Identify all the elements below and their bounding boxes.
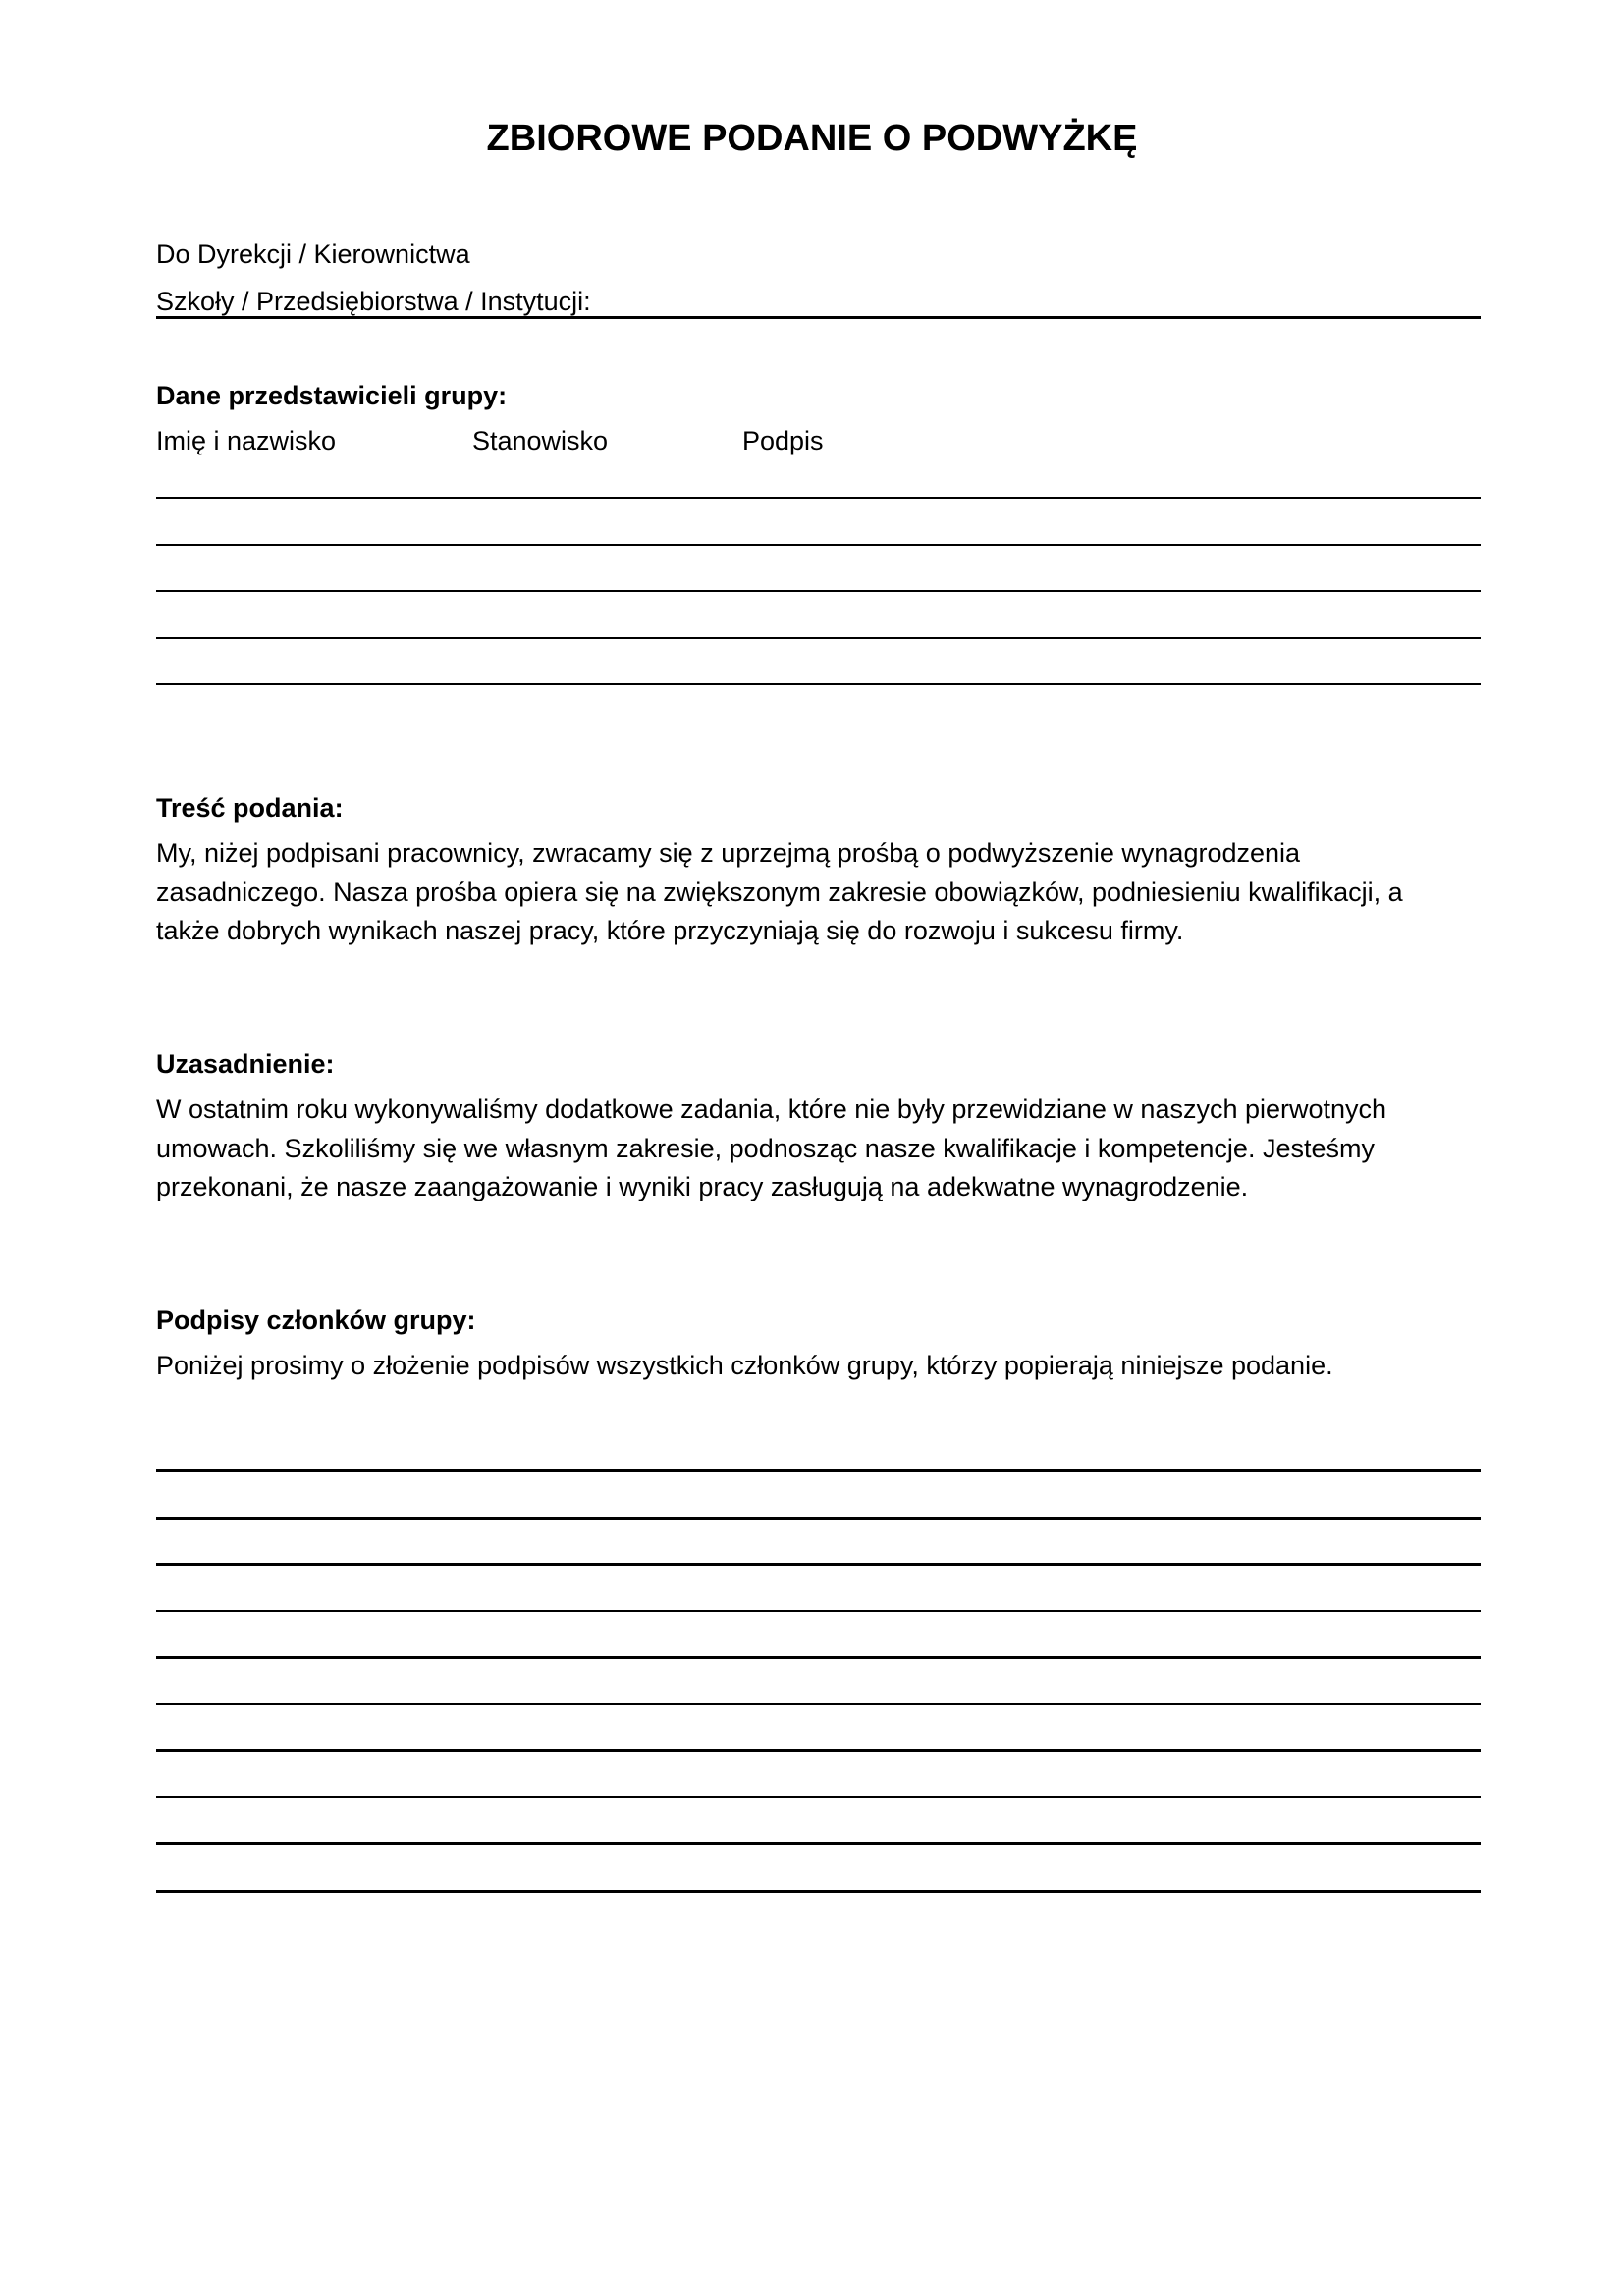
justification-line: przekonani, że nasze zaangażowanie i wyniki pracy zasługują na adekwatne wynagrodzenie. — [156, 1172, 1249, 1201]
signature-line[interactable] — [156, 1656, 1481, 1659]
representative-line[interactable] — [156, 637, 1481, 639]
signature-line[interactable] — [156, 1890, 1481, 1893]
signature-line[interactable] — [156, 1517, 1481, 1520]
address-line-1: Do Dyrekcji / Kierownictwa — [156, 240, 470, 269]
signature-line[interactable] — [156, 1749, 1481, 1752]
representative-line[interactable] — [156, 497, 1481, 499]
column-signature-label: Podpis — [742, 426, 824, 455]
justification-heading: Uzasadnienie: — [156, 1049, 335, 1079]
representative-line[interactable] — [156, 544, 1481, 546]
address-line-2: Szkoły / Przedsiębiorstwa / Instytucji: — [156, 287, 591, 316]
signature-line[interactable] — [156, 1796, 1481, 1798]
content-heading: Treść podania: — [156, 793, 344, 823]
content-line: zasadniczego. Nasza prośba opiera się na zwiększonym zakresie obowiązków, podniesieniu kwalifikacji, a — [156, 877, 1403, 907]
signature-line[interactable] — [156, 1563, 1481, 1566]
content-paragraph — [156, 834, 1482, 951]
justification-line: umowach. Szkoliliśmy się we własnym zakresie, podnosząc nasze kwalifikacje i kompetencje. Jesteśmy — [156, 1133, 1375, 1163]
signature-line[interactable] — [156, 1610, 1481, 1612]
signatures-heading: Podpisy członków grupy: — [156, 1306, 476, 1335]
document-title: ZBIOROWE PODANIE O PODWYŻKĘ — [486, 118, 1138, 159]
representative-line[interactable] — [156, 590, 1481, 592]
signature-line[interactable] — [156, 1469, 1481, 1472]
signature-line[interactable] — [156, 1842, 1481, 1845]
column-position-label: Stanowisko — [472, 426, 609, 455]
signatures-instruction: Poniżej prosimy o złożenie podpisów wszystkich członków grupy, którzy popierają niniejsze podanie. — [156, 1351, 1333, 1380]
column-name-label: Imię i nazwisko — [156, 426, 337, 455]
signature-line[interactable] — [156, 1703, 1481, 1705]
representative-line[interactable] — [156, 683, 1481, 685]
institution-fill-line[interactable] — [156, 316, 1481, 319]
representatives-heading: Dane przedstawicieli grupy: — [156, 381, 508, 410]
justification-line: W ostatnim roku wykonywaliśmy dodatkowe zadania, które nie były przewidziane w naszych pierwotnych — [156, 1095, 1387, 1124]
content-line: także dobrych wynikach naszej pracy, które przyczyniają się do rozwoju i sukcesu firmy. — [156, 916, 1184, 945]
justification-paragraph — [156, 1091, 1482, 1207]
content-line: My, niżej podpisani pracownicy, zwracamy się z uprzejmą prośbą o podwyższenie wynagrodzenia — [156, 838, 1301, 868]
